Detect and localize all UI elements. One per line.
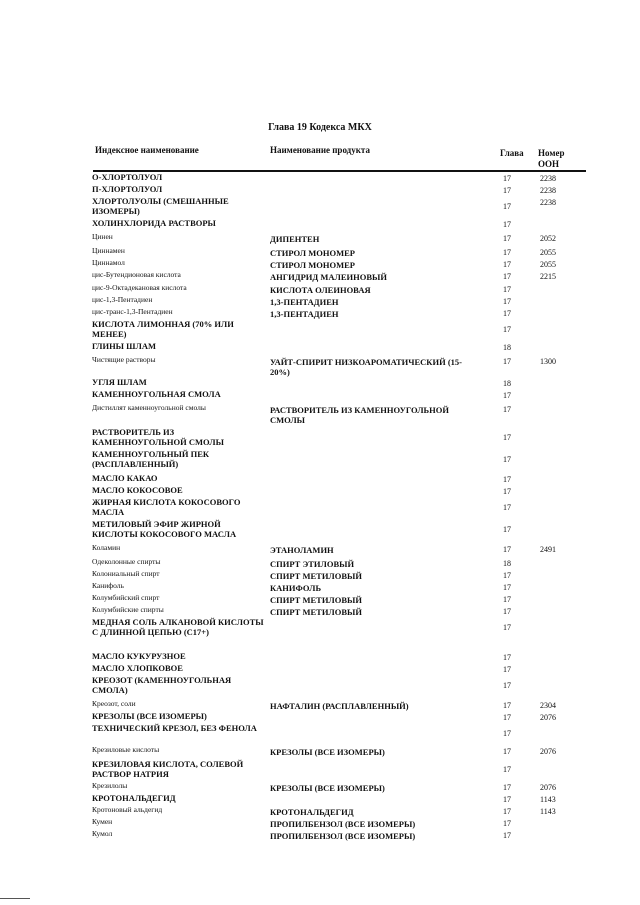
chapter-cell: 17 [503,819,511,828]
chapter-cell: 17 [503,433,511,442]
page-edge-mark [0,898,30,899]
index-name-cell: Дистиллят каменноугольной смолы [92,403,206,412]
index-name-cell: МАСЛО ХЛОПКОВОЕ [92,663,183,673]
index-name-cell: КИСЛОТА ЛИМОННАЯ (70% ИЛИ МЕНЕЕ) [92,319,234,339]
index-name-cell: УГЛЯ ШЛАМ [92,377,147,387]
chapter-cell: 17 [503,681,511,690]
index-name-cell: Циннамен [92,246,125,255]
index-name-cell: Канифоль [92,581,124,590]
chapter-cell: 17 [503,623,511,632]
index-name-cell: МЕТИЛОВЫЙ ЭФИР ЖИРНОЙ КИСЛОТЫ КОКОСОВОГО МАСЛА [92,519,237,539]
product-name-cell: СПИРТ ЭТИЛОВЫЙ [270,559,355,569]
index-name-cell: МАСЛО КОКОСОВОЕ [92,485,183,495]
chapter-cell: 17 [503,260,511,269]
un-number-cell: 2055 [540,260,556,269]
chapter-cell: 17 [503,248,511,257]
product-name-cell: УАЙТ-СПИРИТ НИЗКОАРОМАТИЧЕСКИЙ (15-20%) [270,357,462,377]
product-name-cell: 1,3-ПЕНТАДИЕН [270,309,339,319]
chapter-cell: 17 [503,285,511,294]
chapter-cell: 17 [503,455,511,464]
chapter-cell: 17 [503,583,511,592]
index-name-cell: РАСТВОРИТЕЛЬ ИЗ КАМЕННОУГОЛЬНОЙ СМОЛЫ [92,427,224,447]
chapter-cell: 17 [503,503,511,512]
un-number-cell: 2055 [540,248,556,257]
product-name-cell: СПИРТ МЕТИЛОВЫЙ [270,607,362,617]
index-name-cell: Коламин [92,543,121,552]
index-name-cell: цис-транс-1,3-Пентадиен [92,307,173,316]
product-name-cell: СТИРОЛ МОНОМЕР [270,260,355,270]
chapter-cell: 17 [503,795,511,804]
product-name-cell: 1,3-ПЕНТАДИЕН [270,297,339,307]
chapter-cell: 17 [503,665,511,674]
un-number-cell: 2076 [540,747,556,756]
chapter-cell: 17 [503,701,511,710]
chapter-cell: 17 [503,545,511,554]
chapter-cell: 18 [503,559,511,568]
chapter-cell: 17 [503,595,511,604]
chapter-cell: 17 [503,713,511,722]
product-name-cell: РАСТВОРИТЕЛЬ ИЗ КАМЕННОУГОЛЬНОЙ СМОЛЫ [270,405,450,425]
chapter-cell: 17 [503,391,511,400]
chapter-cell: 17 [503,729,511,738]
index-name-cell: П-ХЛОРТОЛУОЛ [92,184,163,194]
un-number-cell: 2491 [540,545,556,554]
chapter-cell: 17 [503,297,511,306]
page-title: Глава 19 Кодекса МКХ [268,122,372,133]
index-name-cell: Одеколонные спирты [92,557,161,566]
column-header-index-name: Индексное наименование [95,145,199,155]
index-name-cell: ГЛИНЫ ШЛАМ [92,341,156,351]
index-name-cell: Кумен [92,817,113,826]
index-name-cell: КАМЕННОУГОЛЬНЫЙ ПЕК (РАСПЛАВЛЕННЫЙ) [92,449,210,469]
chapter-cell: 17 [503,357,511,366]
chapter-cell: 17 [503,186,511,195]
product-name-cell: КРОТОНАЛЬДЕГИД [270,807,354,817]
un-number-cell: 1143 [540,807,556,816]
index-name-cell: МАСЛО КАКАО [92,473,158,483]
index-name-cell: МАСЛО КУКУРУЗНОЕ [92,651,186,661]
index-name-cell: О-ХЛОРТОЛУОЛ [92,172,163,182]
product-name-cell: СТИРОЛ МОНОМЕР [270,248,355,258]
chapter-cell: 17 [503,272,511,281]
product-name-cell: ДИПЕНТЕН [270,234,320,244]
chapter-cell: 17 [503,475,511,484]
index-name-cell: Цинен [92,232,113,241]
un-number-cell: 1143 [540,795,556,804]
chapter-cell: 17 [503,220,511,229]
product-name-cell: НАФТАЛИН (РАСПЛАВЛЕННЫЙ) [270,701,409,711]
chapter-cell: 17 [503,174,511,183]
un-number-cell: 2304 [540,701,556,710]
index-name-cell: КАМЕННОУГОЛЬНАЯ СМОЛА [92,389,221,399]
chapter-cell: 17 [503,571,511,580]
column-header-un-number: Номер ООН [538,148,565,169]
product-name-cell: ПРОПИЛБЕНЗОЛ (ВСЕ ИЗОМЕРЫ) [270,819,416,829]
chapter-cell: 17 [503,525,511,534]
chapter-cell: 17 [503,487,511,496]
index-name-cell: Чистящие растворы [92,355,156,364]
index-name-cell: цис-1,3-Пентадиен [92,295,153,304]
index-name-cell: ЖИРНАЯ КИСЛОТА КОКОСОВОГО МАСЛА [92,497,241,517]
chapter-cell: 17 [503,807,511,816]
chapter-cell: 17 [503,607,511,616]
index-name-cell: Крезиловые кислоты [92,745,160,754]
index-name-cell: цис-9-Октадекановая кислота [92,283,187,292]
index-name-cell: КРЕОЗОТ (КАМЕННОУГОЛЬНАЯ СМОЛА) [92,675,232,695]
index-name-cell: Креозот, соли [92,699,136,708]
product-name-cell: ЭТАНОЛАМИН [270,545,334,555]
chapter-cell: 18 [503,343,511,352]
index-name-cell: КРЕЗОЛЫ (ВСЕ ИЗОМЕРЫ) [92,711,207,721]
column-header-chapter: Глава [500,148,524,158]
product-name-cell: СПИРТ МЕТИЛОВЫЙ [270,571,362,581]
index-name-cell: Колумбийский спирт [92,593,160,602]
un-number-cell: 2052 [540,234,556,243]
index-name-cell: Колумбийские спирты [92,605,164,614]
product-name-cell: КАНИФОЛЬ [270,583,322,593]
index-name-cell: ТЕХНИЧЕСКИЙ КРЕЗОЛ, БЕЗ ФЕНОЛА [92,723,257,733]
un-number-cell: 2076 [540,713,556,722]
index-name-cell: КРОТОНАЛЬДЕГИД [92,793,176,803]
index-name-cell: Кумол [92,829,113,838]
index-name-cell: МЕДНАЯ СОЛЬ АЛКАНОВОЙ КИСЛОТЫ С ДЛИННОЙ ЦЕПЬЮ (С17+) [92,617,264,637]
product-name-cell: АНГИДРИД МАЛЕИНОВЫЙ [270,272,388,282]
chapter-cell: 17 [503,653,511,662]
product-name-cell: КИСЛОТА ОЛЕИНОВАЯ [270,285,371,295]
chapter-cell: 17 [503,747,511,756]
un-number-cell: 2076 [540,783,556,792]
column-header-product-name: Наименование продукта [270,145,370,155]
un-number-cell: 2238 [540,198,556,207]
product-name-cell: КРЕЗОЛЫ (ВСЕ ИЗОМЕРЫ) [270,783,385,793]
index-name-cell: КРЕЗИЛОВАЯ КИСЛОТА, СОЛЕВОЙ РАСТВОР НАТРИЯ [92,759,244,779]
product-name-cell: СПИРТ МЕТИЛОВЫЙ [270,595,362,605]
un-number-cell: 1300 [540,357,556,366]
chapter-cell: 17 [503,765,511,774]
un-number-cell: 2238 [540,186,556,195]
index-name-cell: Колониальный спирт [92,569,160,578]
index-name-cell: Кротоновый альдегид [92,805,163,814]
chapter-cell: 17 [503,234,511,243]
chapter-cell: 18 [503,379,511,388]
index-name-cell: цис-Бутендионовая кислота [92,270,181,279]
index-name-cell: ХЛОРТОЛУОЛЫ (СМЕШАННЫЕ ИЗОМЕРЫ) [92,196,229,216]
chapter-cell: 17 [503,202,511,211]
un-number-cell: 2215 [540,272,556,281]
index-name-cell: ХОЛИНХЛОРИДА РАСТВОРЫ [92,218,216,228]
product-name-cell: КРЕЗОЛЫ (ВСЕ ИЗОМЕРЫ) [270,747,385,757]
chapter-cell: 17 [503,831,511,840]
chapter-cell: 17 [503,405,511,414]
product-name-cell: ПРОПИЛБЕНЗОЛ (ВСЕ ИЗОМЕРЫ) [270,831,416,841]
chapter-cell: 17 [503,783,511,792]
index-name-cell: Циннамол [92,258,125,267]
index-name-cell: Крезилолы [92,781,128,790]
chapter-cell: 17 [503,325,511,334]
chapter-cell: 17 [503,309,511,318]
un-number-cell: 2238 [540,174,556,183]
